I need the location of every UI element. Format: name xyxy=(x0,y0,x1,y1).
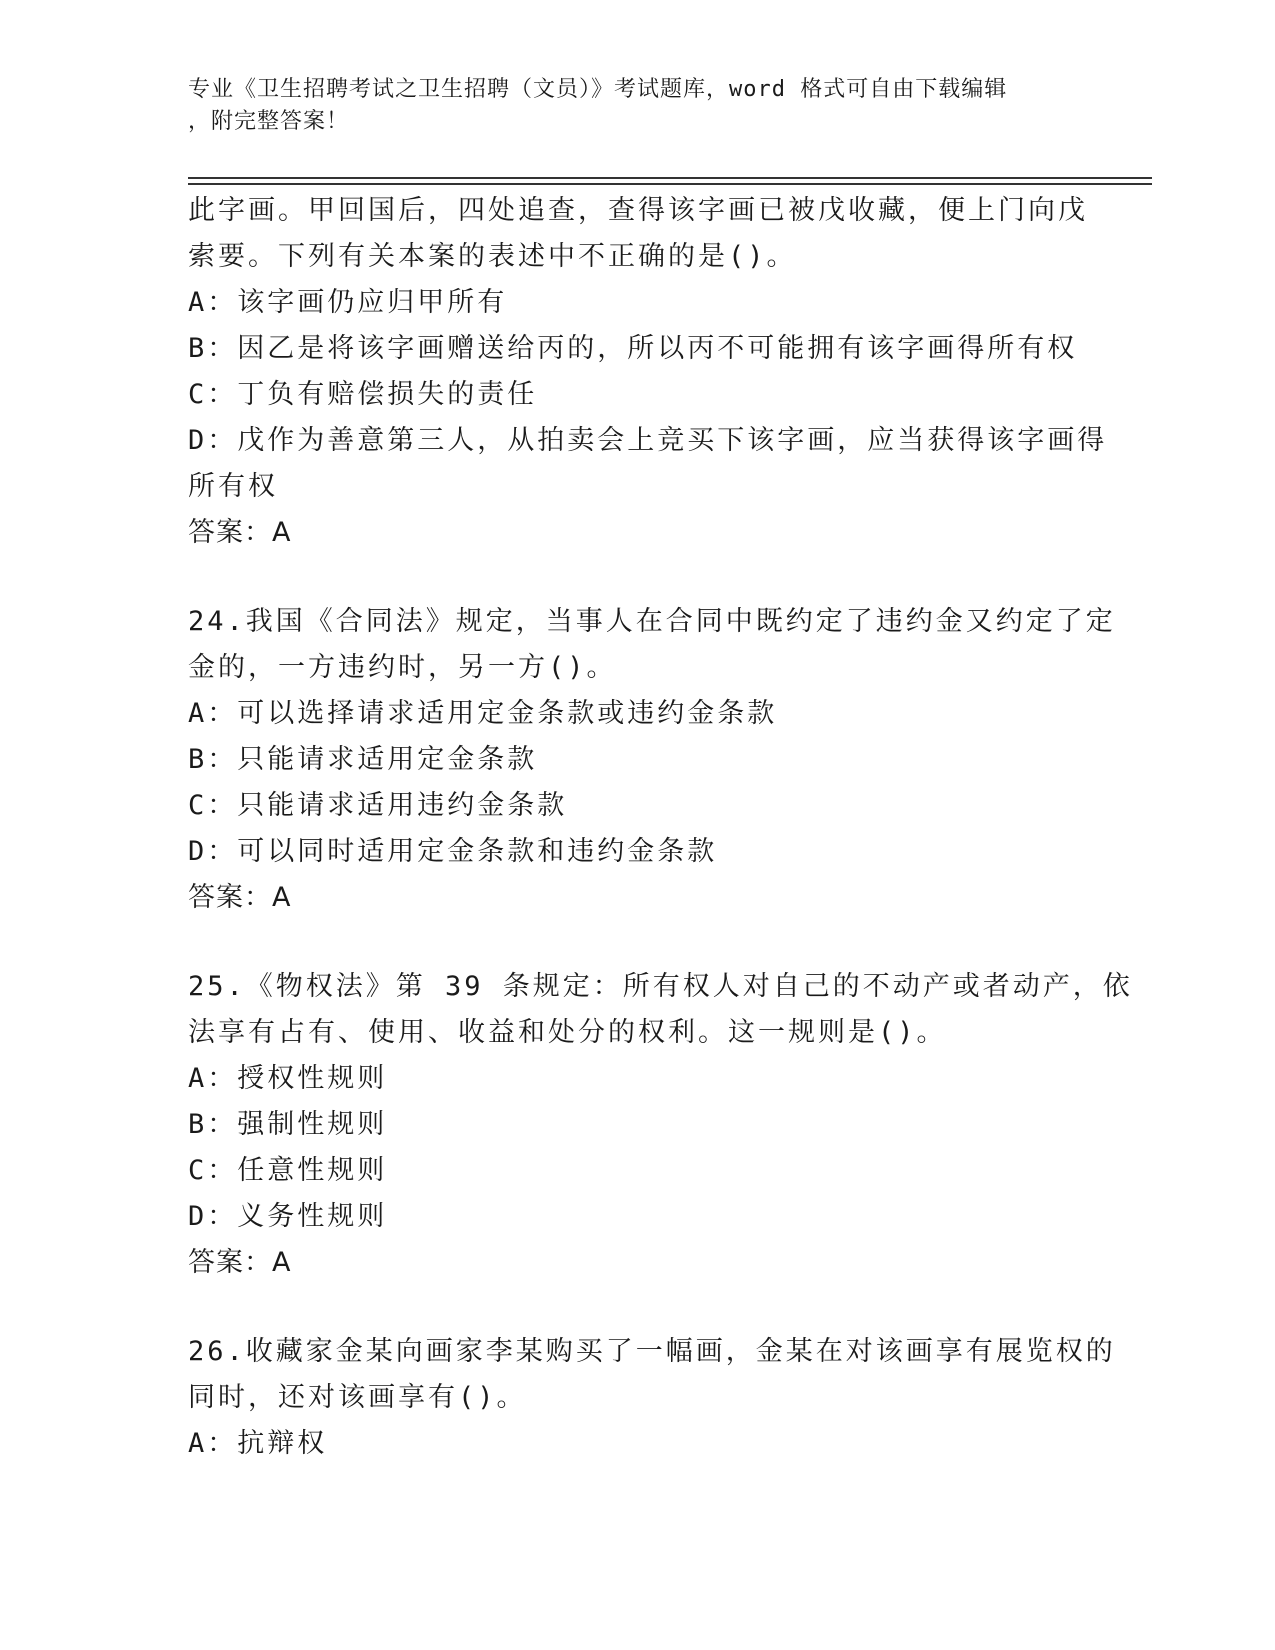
header-divider-bottom xyxy=(188,183,1152,185)
option-a: A：该字画仍应归甲所有 xyxy=(188,287,508,318)
question-stem: 索要。下列有关本案的表述中不正确的是()。 xyxy=(188,241,797,272)
question-25 xyxy=(188,964,1133,1286)
header-title-line-1: 专业《卫生招聘考试之卫生招聘（文员）》考试题库，word 格式可自由下载编辑 xyxy=(188,77,1008,102)
header-divider-top xyxy=(188,177,1152,179)
question-stem: 法享有占有、使用、收益和处分的权利。这一规则是()。 xyxy=(188,1017,947,1048)
question-stem: 金的，一方违约时，另一方()。 xyxy=(188,652,617,683)
answer-line: 答案：A xyxy=(188,517,292,548)
option-c: C：丁负有赔偿损失的责任 xyxy=(188,379,538,410)
question-23 xyxy=(188,188,1108,556)
option-b: B：强制性规则 xyxy=(188,1109,388,1140)
document-body xyxy=(188,188,1133,1467)
option-b: B：因乙是将该字画赠送给丙的，所以丙不可能拥有该字画得所有权 xyxy=(188,333,1078,364)
question-stem: 26.收藏家金某向画家李某购买了一幅画，金某在对该画享有展览权的 xyxy=(188,1336,1116,1367)
question-spacer xyxy=(188,556,1088,599)
question-stem: 24.我国《合同法》规定，当事人在合同中既约定了违约金又约定了定 xyxy=(188,606,1116,637)
option-a: A：授权性规则 xyxy=(188,1063,388,1094)
answer-line: 答案：A xyxy=(188,882,292,913)
question-26 xyxy=(188,1329,1116,1467)
option-c: C：任意性规则 xyxy=(188,1155,388,1186)
header-title-line-2: ，附完整答案！ xyxy=(188,109,350,134)
option-d: D：义务性规则 xyxy=(188,1201,388,1232)
option-a: A：可以选择请求适用定金条款或违约金条款 xyxy=(188,698,778,729)
question-stem: 25.《物权法》第 39 条规定：所有权人对自己的不动产或者动产，依 xyxy=(188,971,1133,1002)
answer-line: 答案：A xyxy=(188,1247,292,1278)
question-stem: 此字画。甲回国后，四处追查，查得该字画已被戊收藏，便上门向戊 xyxy=(188,195,1088,226)
option-a: A：抗辩权 xyxy=(188,1428,328,1459)
option-c: C：只能请求适用违约金条款 xyxy=(188,790,568,821)
question-spacer xyxy=(188,1286,1088,1329)
document-header xyxy=(188,74,1068,138)
question-spacer xyxy=(188,921,1088,964)
question-stem: 同时，还对该画享有()。 xyxy=(188,1382,527,1413)
option-d-continued: 所有权 xyxy=(188,471,278,502)
question-24 xyxy=(188,599,1116,921)
option-d: D：可以同时适用定金条款和违约金条款 xyxy=(188,836,718,867)
option-d: D：戊作为善意第三人，从拍卖会上竞买下该字画，应当获得该字画得 xyxy=(188,425,1108,456)
option-b: B：只能请求适用定金条款 xyxy=(188,744,538,775)
